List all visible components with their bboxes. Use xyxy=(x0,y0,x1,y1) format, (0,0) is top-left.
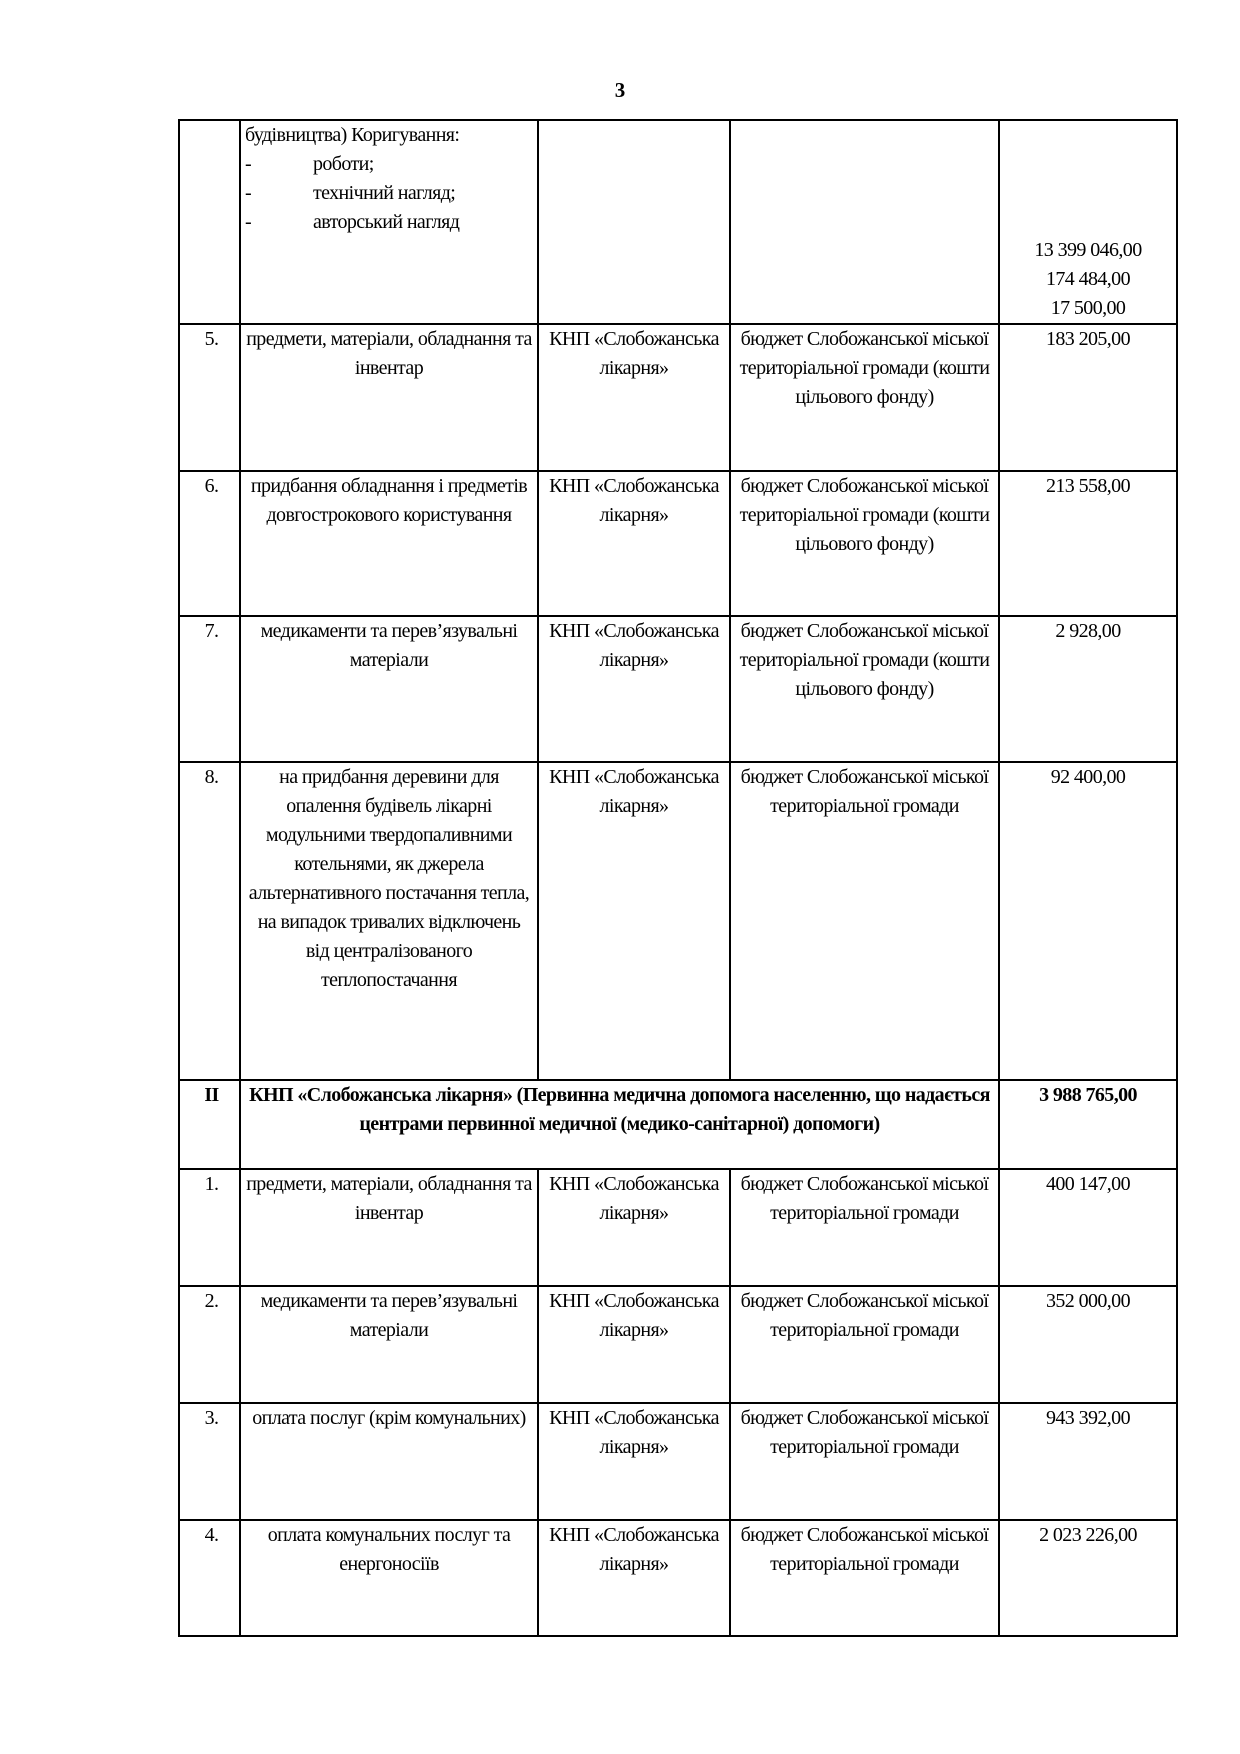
row-name: на придбання деревини для опалення будівель лікарні модульними твердопаливними котельнями, як джерела альтернативного постачання тепла, на випадок тривалих відключень від централізованого теплопостачання xyxy=(240,762,538,1080)
table-row xyxy=(179,471,1177,616)
row-executor xyxy=(538,120,730,324)
row-name: предмети, матеріали, обладнання та інвентар xyxy=(240,324,538,471)
table-row xyxy=(179,1520,1177,1636)
row-source: бюджет Слобожанської міської територіальної громади xyxy=(730,762,999,1080)
table-row xyxy=(179,120,1177,324)
row-source: бюджет Слобожанської міської територіальної громади xyxy=(730,1286,999,1403)
row-source: бюджет Слобожанської міської територіальної громади xyxy=(730,1520,999,1636)
row-name: предмети, матеріали, обладнання та інвентар xyxy=(240,1169,538,1286)
list-item: - технічний нагляд; xyxy=(245,182,456,204)
page-number: 3 xyxy=(614,78,626,102)
row-number: 6. xyxy=(179,471,240,616)
table-row xyxy=(179,1286,1177,1403)
row-source: бюджет Слобожанської міської територіальної громади (кошти цільового фонду) xyxy=(730,471,999,616)
row-source: бюджет Слобожанської міської територіальної громади xyxy=(730,1403,999,1520)
row-number: 7. xyxy=(179,616,240,762)
section-title: КНП «Слобожанська лікарня» (Первинна медична допомога населенню, що надається центрами первинної медичної (медико-санітарної) допомоги) xyxy=(240,1080,999,1169)
table-row xyxy=(179,1403,1177,1520)
row-number: 3. xyxy=(179,1403,240,1520)
section-number: II xyxy=(179,1080,240,1169)
table-row xyxy=(179,616,1177,762)
section-row xyxy=(179,1080,1177,1169)
row-amount: 352 000,00 xyxy=(999,1286,1177,1403)
table-row xyxy=(179,762,1177,1080)
row-amount: 400 147,00 xyxy=(999,1169,1177,1286)
list-item: - авторський нагляд xyxy=(245,211,460,233)
row-name xyxy=(240,120,538,324)
row-executor: КНП «Слобожанська лікарня» xyxy=(538,1169,730,1286)
row-amount: 2 928,00 xyxy=(999,616,1177,762)
row-name: оплата комунальних послуг та енергоносіїв xyxy=(240,1520,538,1636)
row-number: 4. xyxy=(179,1520,240,1636)
row-name: медикаменти та перев’язувальні матеріали xyxy=(240,1286,538,1403)
row-number xyxy=(179,120,240,324)
row-amount: 2 023 226,00 xyxy=(999,1520,1177,1636)
row-amount: 213 558,00 xyxy=(999,471,1177,616)
row-number: 1. xyxy=(179,1169,240,1286)
row-source xyxy=(730,120,999,324)
table-row xyxy=(179,1169,1177,1286)
row-name: медикаменти та перев’язувальні матеріали xyxy=(240,616,538,762)
budget-table xyxy=(178,119,1178,1637)
section-amount: 3 988 765,00 xyxy=(999,1080,1177,1169)
row-number: 2. xyxy=(179,1286,240,1403)
row-executor: КНП «Слобожанська лікарня» xyxy=(538,762,730,1080)
table-row xyxy=(179,324,1177,471)
row-executor: КНП «Слобожанська лікарня» xyxy=(538,471,730,616)
list-item: - роботи; xyxy=(245,153,374,175)
row-executor: КНП «Слобожанська лікарня» xyxy=(538,1286,730,1403)
row-source: бюджет Слобожанської міської територіальної громади (кошти цільового фонду) xyxy=(730,616,999,762)
row-name: придбання обладнання і предметів довгострокового користування xyxy=(240,471,538,616)
row-amount: 183 205,00 xyxy=(999,324,1177,471)
row-executor: КНП «Слобожанська лікарня» xyxy=(538,324,730,471)
row-amount: 943 392,00 xyxy=(999,1403,1177,1520)
row-number: 5. xyxy=(179,324,240,471)
row-amount: 13 399 046,00 174 484,00 17 500,00 xyxy=(999,120,1177,324)
row-source: бюджет Слобожанської міської територіальної громади (кошти цільового фонду) xyxy=(730,324,999,471)
row-executor: КНП «Слобожанська лікарня» xyxy=(538,616,730,762)
row-source: бюджет Слобожанської міської територіальної громади xyxy=(730,1169,999,1286)
row-executor: КНП «Слобожанська лікарня» xyxy=(538,1403,730,1520)
row-number: 8. xyxy=(179,762,240,1080)
row-name: оплата послуг (крім комунальних) xyxy=(240,1403,538,1520)
row-name-text: будівництва) Коригування: xyxy=(245,124,460,146)
row-amount: 92 400,00 xyxy=(999,762,1177,1080)
row-executor: КНП «Слобожанська лікарня» xyxy=(538,1520,730,1636)
